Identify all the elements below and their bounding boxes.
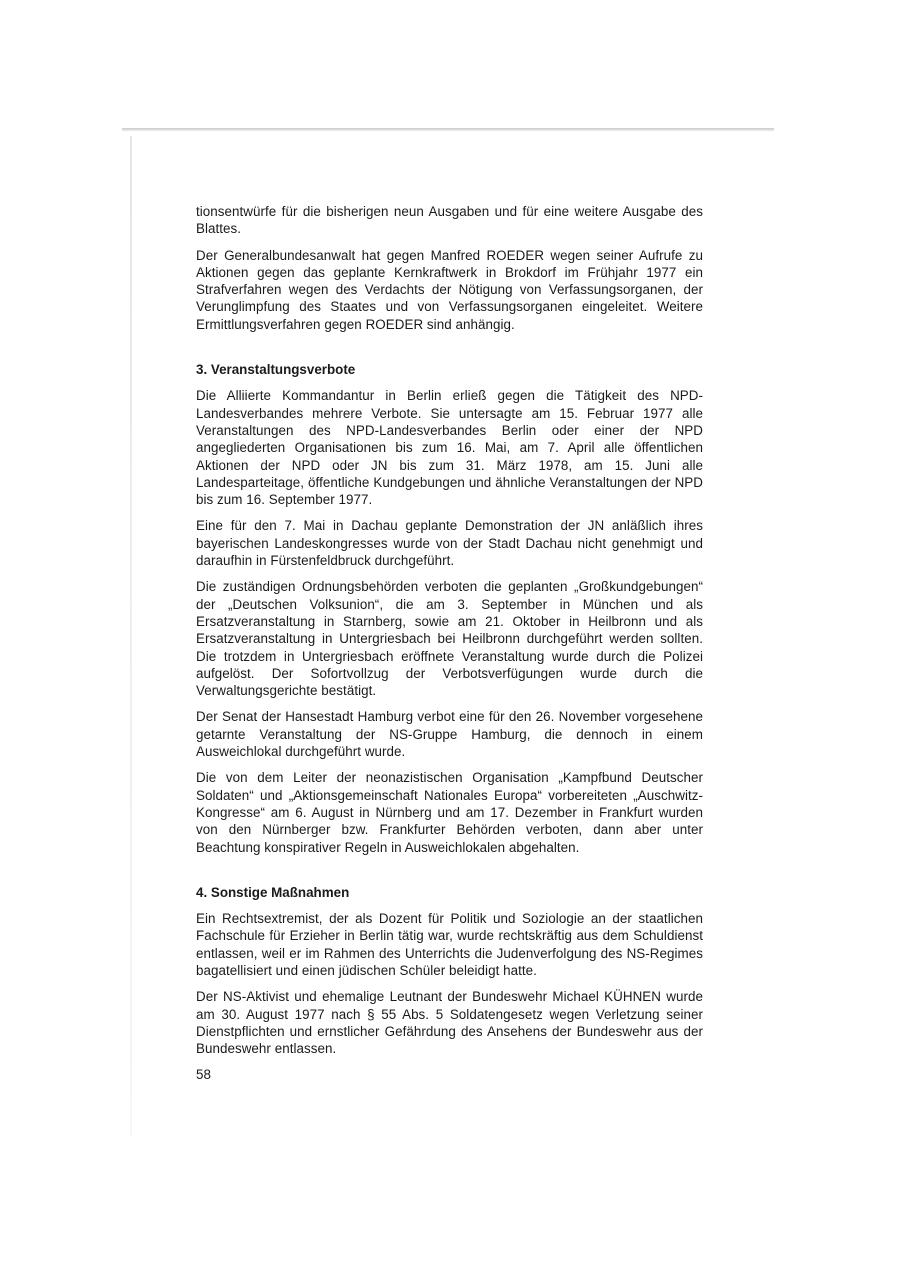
paragraph-roeder-proceedings: Der Generalbundesanwalt hat gegen Manfred ROEDER wegen seiner Aufrufe zu Aktionen gegen das geplante Kernkraftwerk in Brokdorf im Frühjahr 1977 ein Strafverfahren wegen des Verdachts der Nötigung von Verfassungsorganen, der Verunglimpfung des Staates und von Verfassungsorganen eingeleitet. Weitere Ermittlungsverfahren gegen ROEDER sind anhängig.: [196, 247, 703, 332]
paragraph-continuation: tionsentwürfe für die bisherigen neun Ausgaben und für eine weitere Ausgabe des Blattes.: [196, 204, 703, 237]
section-heading-sonstige-massnahmen: 4. Sonstige Maßnahmen: [196, 884, 350, 900]
paragraph-auschwitz-congresses: Die von dem Leiter der neonazistischen Organisation „Kampfbund Deutscher Soldaten“ und „Aktionsgemeinschaft Nationales Europa“ vorbereiteten „Auschwitz-Kongresse“ am 6. August in Nürnberg und am 17. Dezember in Frankfurt wurden von den Nürnberger bzw. Frankfurter Behörden verboten, dann aber unter Beachtung konspirativer Regeln in Ausweichlokalen abgehalten.: [196, 770, 703, 855]
paragraph-kuehnen-dismissal: Der NS-Aktivist und ehemalige Leutnant der Bundeswehr Michael KÜHNEN wurde am 30. August 1977 nach § 55 Abs. 5 Soldatengesetz wegen Verletzung seiner Dienstpflichten und ernstlicher Gefährdung des Ansehens der Bundeswehr aus der Bundeswehr entlassen.: [196, 989, 703, 1057]
paragraph-dvu-rallies: Die zuständigen Ordnungsbehörden verboten die geplanten „Großkundgebungen“ der „Deutschen Volksunion“, die am 3. September in München und als Ersatzveranstaltung in Starnberg, sowie am 21. Oktober in Heilbronn und als Ersatzveranstaltung in Untergriesbach bei Heilbronn durchgeführt werden sollten. Die trotzdem in Untergriesbach eröffnete Veranstaltung wurde durch die Polizei aufgelöst. Der Sofortvollzug der Verbotsverfügungen wurde durch die Verwaltungsgerichte bestätigt.: [196, 579, 703, 699]
paragraph-dachau-demonstration: Eine für den 7. Mai in Dachau geplante Demonstration der JN anläßlich ihres bayerischen Landeskongresses wurde von der Stadt Dachau nicht genehmigt und daraufhin in Fürstenfeldbruck durchgeführt.: [196, 518, 703, 569]
paragraph-lecturer-dismissal: Ein Rechtsextremist, der als Dozent für Politik und Soziologie an der staatlichen Fachschule für Erzieher in Berlin tätig war, wurde rechtskräftig aus dem Schuldienst entlassen, weil er im Rahmen des Unterrichts die Judenverfolgung des NS-Regimes bagatellisiert und einen jüdischen Schüler beleidigt hatte.: [196, 911, 703, 978]
scan-edge-left: [130, 136, 132, 1136]
paragraph-allied-command-bans: Die Alliierte Kommandantur in Berlin erließ gegen die Tätigkeit des NPD-Landesverbandes mehrere Verbote. Sie untersagte am 15. Februar 1977 alle Veranstaltungen des NPD-Landesverbandes Berlin oder einer der NPD angegliederten Organisationen bis zum 16. Mai, am 7. April alle öffentlichen Aktionen der NPD oder JN bis zum 31. März 1978, am 15. Juni alle Landesparteitage, öffentliche Kundgebungen und ähnliche Veranstaltungen der NPD bis zum 16. September 1977.: [196, 388, 703, 508]
paragraph-hamburg-ban: Der Senat der Hansestadt Hamburg verbot eine für den 26. November vorgesehene getarnte Veranstaltung der NS-Gruppe Hamburg, die dennoch in einem Ausweichlokal durchgeführt wurde.: [196, 709, 703, 760]
page-number: 58: [196, 1067, 211, 1082]
section-heading-veranstaltungsverbote: 3. Veranstaltungsverbote: [196, 362, 356, 378]
document-body: [196, 203, 703, 1066]
scan-edge-top: [122, 128, 774, 131]
